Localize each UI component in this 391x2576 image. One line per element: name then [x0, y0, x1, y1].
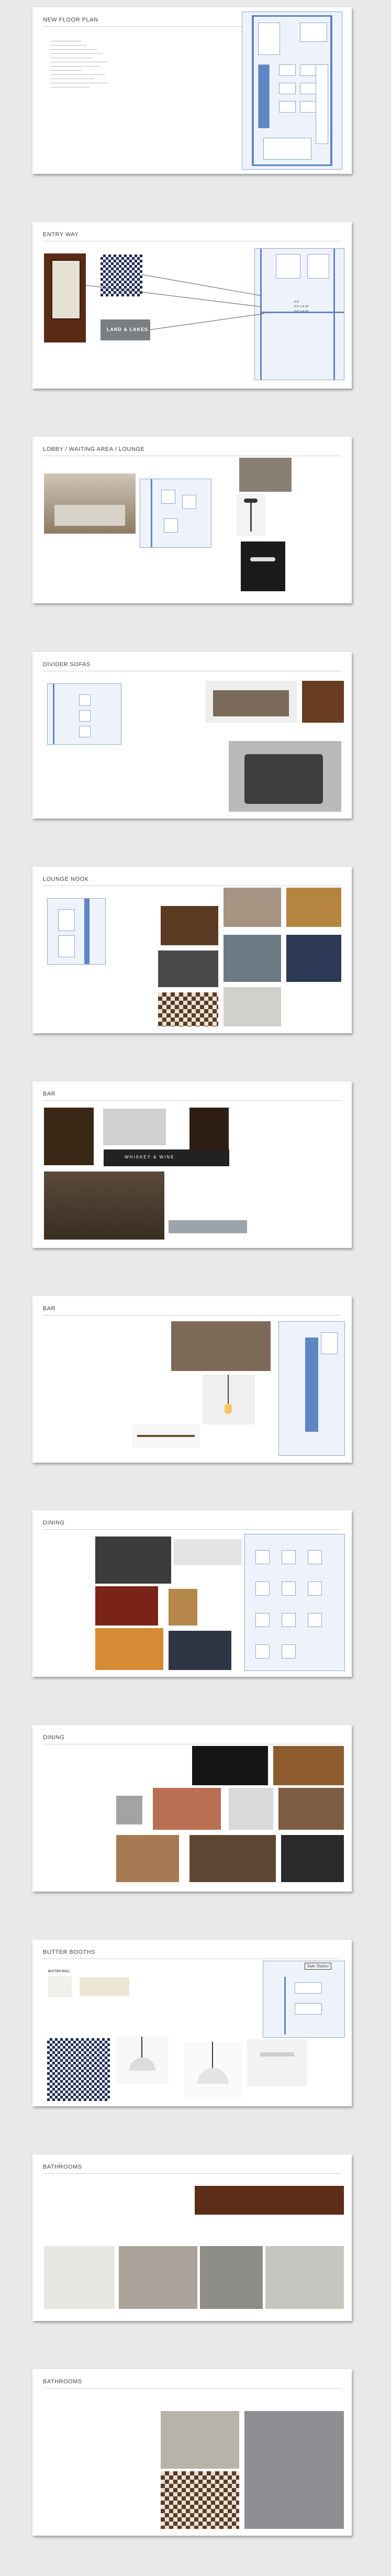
slide-lounge-nook — [32, 867, 352, 1033]
white-pendant-photo — [184, 2042, 242, 2099]
sign-text: LAND & LAKES — [107, 327, 148, 332]
pendant-bulb-photo — [203, 1375, 255, 1424]
stool-photo — [247, 2039, 307, 2086]
marble-vanity-photo — [244, 2411, 344, 2529]
divider — [43, 2388, 341, 2389]
side-station-badge: Side Station — [305, 1963, 331, 1970]
slide-bathrooms-2 — [32, 2369, 352, 2536]
stone-texture-photo — [239, 458, 292, 492]
booth-photo — [95, 1586, 158, 1626]
check-tile-swatch — [100, 255, 142, 296]
slide-title: LOBBY / WAITING AREA / LOUNGE — [43, 446, 145, 452]
subway-tile-photo — [200, 2246, 263, 2309]
booth-plan-drawing — [263, 1961, 345, 2038]
slide-title: BATHROOMS — [43, 2164, 82, 2170]
signage-photo — [100, 319, 150, 340]
skull-decor-photo — [265, 2246, 344, 2309]
long-table-photo — [189, 1835, 276, 1882]
dining-room-photo — [95, 1536, 171, 1584]
lobby-photo — [44, 473, 136, 534]
round-mirrors-photo — [161, 2411, 239, 2469]
tin-ceiling-photo — [171, 1321, 271, 1371]
trough-sink-photo — [119, 2246, 197, 2309]
liquor-shelf-photo — [44, 1108, 94, 1165]
restaurant-interior-photo — [278, 1788, 344, 1830]
leather-chair-photo — [161, 906, 218, 945]
bar-counter-photo — [44, 1171, 164, 1240]
slide-entry-way — [32, 222, 352, 389]
check-fabric-swatch — [47, 2038, 110, 2101]
bar-rail-photo — [169, 1220, 247, 1233]
cow-art-photo — [224, 935, 281, 982]
panel-text: WHISKEY & WINE — [125, 1155, 175, 1159]
side-table-photo — [241, 541, 285, 591]
slide-dining-2 — [32, 1725, 352, 1892]
wall-shelf-photo — [174, 1539, 242, 1565]
divider — [43, 1529, 341, 1530]
slide-bathrooms-1 — [32, 2154, 352, 2321]
chair-photo — [116, 1796, 142, 1825]
nook-plan-drawing — [47, 898, 106, 965]
slide-butter-booths — [32, 1940, 352, 2106]
slide-title: NEW FLOOR PLAN — [43, 17, 98, 23]
dining-nook-photo — [169, 1631, 231, 1670]
divider — [43, 2173, 341, 2174]
slide-dining-1 — [32, 1510, 352, 1677]
slide-divider-sofas — [32, 652, 352, 819]
floor-plan-drawing — [242, 12, 342, 170]
bar-stools-photo — [281, 1835, 344, 1882]
sconce-photo — [169, 1589, 197, 1626]
slide-bar-2 — [32, 1296, 352, 1463]
wood-paneling-photo — [195, 2186, 344, 2215]
callout-arrow — [150, 313, 264, 330]
slide-title: DINING — [43, 1520, 65, 1526]
slide-title: BATHROOMS — [43, 2379, 82, 2385]
wood-table-photo — [273, 1746, 344, 1785]
sofa-photo — [224, 888, 281, 927]
dim-3: 9'-0" x 4'-10" — [294, 310, 309, 313]
blue-chair-photo — [224, 987, 281, 1026]
sofa-plan-drawing — [47, 683, 121, 745]
bistro-photo — [116, 1835, 179, 1882]
patterned-floor-photo — [161, 2471, 239, 2529]
ceiling-fan-photo — [132, 1424, 200, 1448]
slide-title: ENTRY WAY — [43, 231, 79, 238]
callout-arrow — [142, 274, 261, 296]
slide-title: DIVIDER SOFAS — [43, 661, 91, 668]
slide-title: BUTTER BOOTHS — [43, 1949, 96, 1955]
armchair-photo — [286, 888, 341, 927]
plan-notes — [50, 41, 124, 91]
pendant-lamp-photo — [116, 2037, 169, 2084]
booth-sofa-photo — [229, 741, 341, 812]
wood-door-photo — [44, 253, 86, 342]
windowed-dining-photo — [153, 1788, 221, 1830]
wingback-sofa-photo — [205, 681, 297, 723]
checker-floor-photo — [158, 992, 218, 1026]
slide-lobby — [32, 437, 352, 603]
lobby-plan-drawing — [140, 479, 211, 548]
roll-dish-photo — [48, 1976, 72, 1997]
divider — [43, 1100, 341, 1101]
lit-banquette-photo — [95, 1628, 163, 1670]
slide-new-floor-plan — [32, 7, 352, 174]
black-panel-photo — [192, 1746, 268, 1785]
slide-title: DINING — [43, 1734, 65, 1741]
settee-photo — [286, 935, 341, 982]
bar-plan-drawing — [278, 1321, 345, 1456]
slide-title: BAR — [43, 1091, 56, 1097]
room-photo — [158, 950, 218, 987]
dining-plan-drawing — [244, 1534, 345, 1671]
butter-roll-label: BUTTER ROLL — [48, 1970, 71, 1973]
dim-2: 8'-0" x 4'-10" — [294, 305, 309, 308]
slide-title: LOUNGE NOOK — [43, 876, 89, 882]
whiskey-wine-panel — [104, 1149, 229, 1166]
pendant-lights-photo — [229, 1788, 273, 1830]
open-shelves-photo — [44, 2246, 115, 2309]
slide-bar-1 — [32, 1081, 352, 1248]
slide-title: BAR — [43, 1306, 56, 1312]
sink-photo — [103, 1109, 166, 1145]
leather-detail-photo — [302, 681, 344, 723]
butter-plate-photo — [80, 1977, 129, 1996]
stool-photo — [237, 494, 265, 536]
entry-dimensions — [294, 301, 309, 315]
dim-1: 8'-0" — [294, 301, 299, 304]
